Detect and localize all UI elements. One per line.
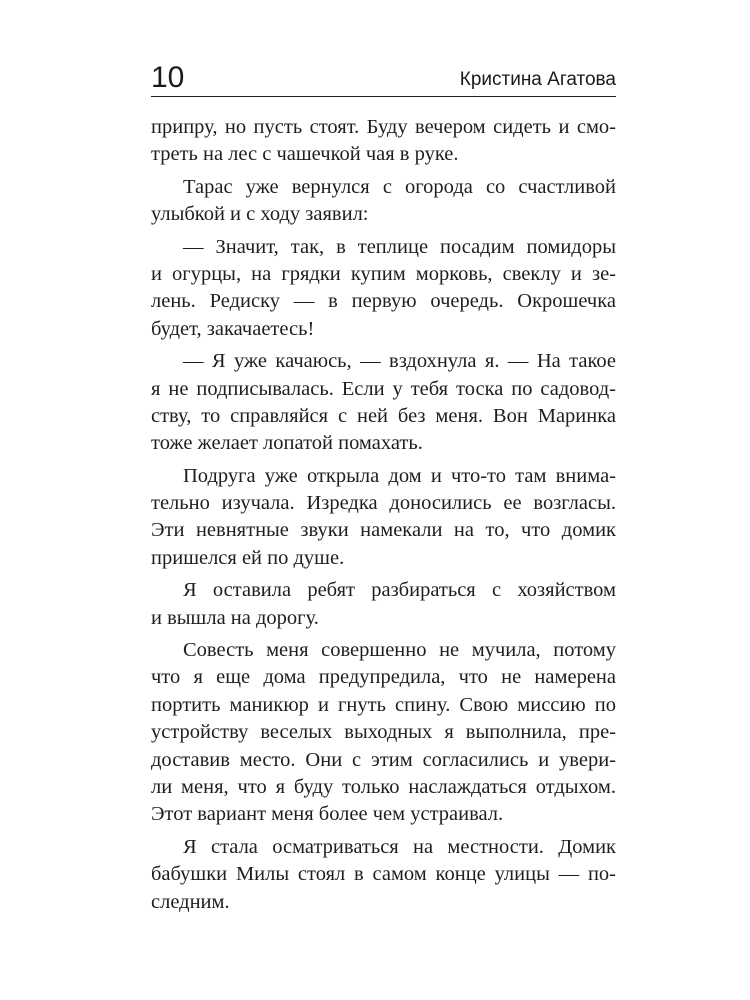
text-line: устройству веселых выходных я выполнила, пре-: [151, 721, 616, 744]
text-line: ли меня, что я буду только наслаждаться отдыхом.: [151, 775, 616, 798]
text-line: и вышла на дорогу.: [151, 606, 319, 629]
paragraph: [151, 174, 616, 229]
paragraph: [151, 114, 616, 169]
text-line: ству, то справляйся с ней без меня. Вон Маринка: [151, 404, 616, 427]
text-line: бабушки Милы стоял в самом конце улицы — по-: [151, 863, 616, 886]
text-line: что я еще дома предупредила, что не намерена: [151, 666, 616, 689]
text-line: я не подписывалась. Если у тебя тоска по садовод-: [151, 377, 616, 400]
text-line: — Я уже качаюсь, — вздохнула я. — На такое: [183, 350, 616, 373]
text-line: Совесть меня совершенно не мучила, потому: [183, 639, 616, 662]
text-line: — Значит, так, в теплице посадим помидоры: [183, 235, 616, 258]
paragraph: [151, 463, 616, 573]
paragraph: [151, 234, 616, 344]
text-line: лень. Редиску — в первую очередь. Окрошечка: [151, 290, 616, 313]
text-line: улыбкой и с ходу заявил:: [151, 203, 369, 226]
text-line: Тарас уже вернулся с огорода со счастливой: [183, 175, 616, 198]
text-line: припру, но пусть стоят. Буду вечером сидеть и смо-: [151, 116, 616, 138]
paragraph: [151, 577, 616, 632]
text-line: Я оставила ребят разбираться с хозяйством: [183, 579, 616, 602]
paragraph: [151, 348, 616, 458]
text-line: Этот вариант меня более чем устраивал.: [151, 803, 504, 826]
text-line: и огурцы, на грядки купим морковь, свеклу и зе-: [151, 262, 616, 285]
text-line: следним.: [151, 890, 230, 913]
text-line: портить маникюр и гнуть спину. Свою миссию по: [151, 693, 616, 716]
body-text: [151, 114, 616, 916]
paragraph: [151, 637, 616, 829]
text-line: Подруга уже открыла дом и что-то там внима-: [183, 464, 616, 487]
text-line: пришелся ей по душе.: [151, 546, 345, 569]
running-header-author: Кристина Агатова: [459, 69, 616, 90]
text-line: треть на лес с чашечкой чая в руке.: [151, 143, 459, 166]
text-line: Эти невнятные звуки намекали на то, что домик: [151, 519, 616, 542]
text-line: Я стала осматриваться на местности. Домик: [183, 835, 616, 858]
text-line: будет, закачаетесь!: [151, 317, 315, 340]
paragraph: [151, 834, 616, 916]
header-divider: [151, 96, 616, 97]
text-line: тоже желает лопатой помахать.: [151, 432, 423, 455]
text-line: тельно изучала. Изредка доносились ее возгласы.: [151, 492, 616, 515]
page-number: 10: [151, 61, 185, 94]
text-line: доставив место. Они с этим согласились и увери-: [151, 748, 616, 771]
